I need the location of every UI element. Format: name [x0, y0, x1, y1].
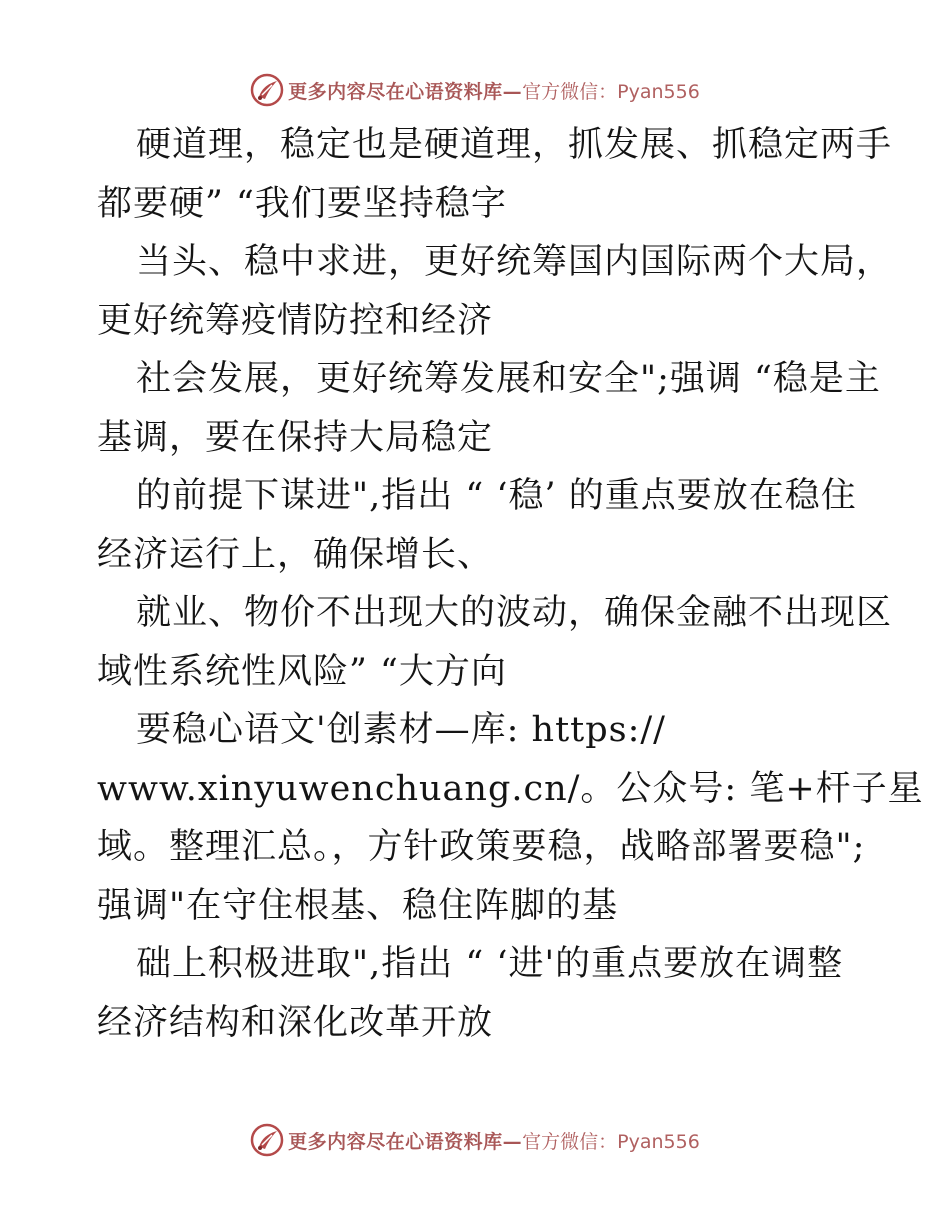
text-line: www.xinyuwenchuang.cn/。公众号: 笔+杆子星 [97, 768, 924, 809]
brand-logo-icon [250, 73, 284, 107]
text-line: 经济结构和深化改革开放 [97, 1002, 494, 1043]
header-banner-text: 更多内容尽在心语资料库— [288, 80, 523, 103]
footer-banner-text: 更多内容尽在心语资料库— [288, 1130, 523, 1153]
brand-logo-icon [250, 1123, 284, 1157]
text-line: 强调"在守住根基、稳住阵脚的基 [97, 885, 619, 926]
text-line: 当头、稳中求进，更好统筹国内国际两个大局， [136, 242, 893, 282]
text-line: 硬道理，稳定也是硬道理，抓发展、抓稳定两手 [136, 125, 893, 165]
page-header-banner [0, 70, 950, 110]
text-line: 都要硬” “我们要坚持稳字 [97, 183, 507, 224]
text-line: 要稳心语文'创素材—库: https:// [136, 710, 666, 750]
page-footer-banner [0, 1120, 950, 1160]
document-body [0, 116, 950, 1052]
text-line: 就业、物价不出现大的波动，确保金融不出现区 [136, 593, 893, 633]
footer-banner-contact: 官方微信：Pyan556 [522, 1130, 700, 1153]
text-line: 础上积极进取",指出 “ ‘进'的重点要放在调整 [136, 944, 844, 984]
header-banner-contact: 官方微信：Pyan556 [522, 80, 700, 103]
text-line: 社会发展，更好统筹发展和安全";强调 “稳是主 [136, 359, 881, 399]
text-line: 的前提下谋进",指出 “ ‘稳’ 的重点要放在稳住 [136, 476, 857, 516]
text-line: 域性系统性风险” “大方向 [97, 651, 507, 692]
text-line: 基调，要在保持大局稳定 [97, 417, 494, 458]
text-line: 域。整理汇总。，方针政策要稳，战略部署要稳"; [97, 827, 866, 867]
text-line: 更好统筹疫情防控和经济 [97, 300, 494, 341]
text-line: 经济运行上，确保增长、 [97, 534, 494, 575]
